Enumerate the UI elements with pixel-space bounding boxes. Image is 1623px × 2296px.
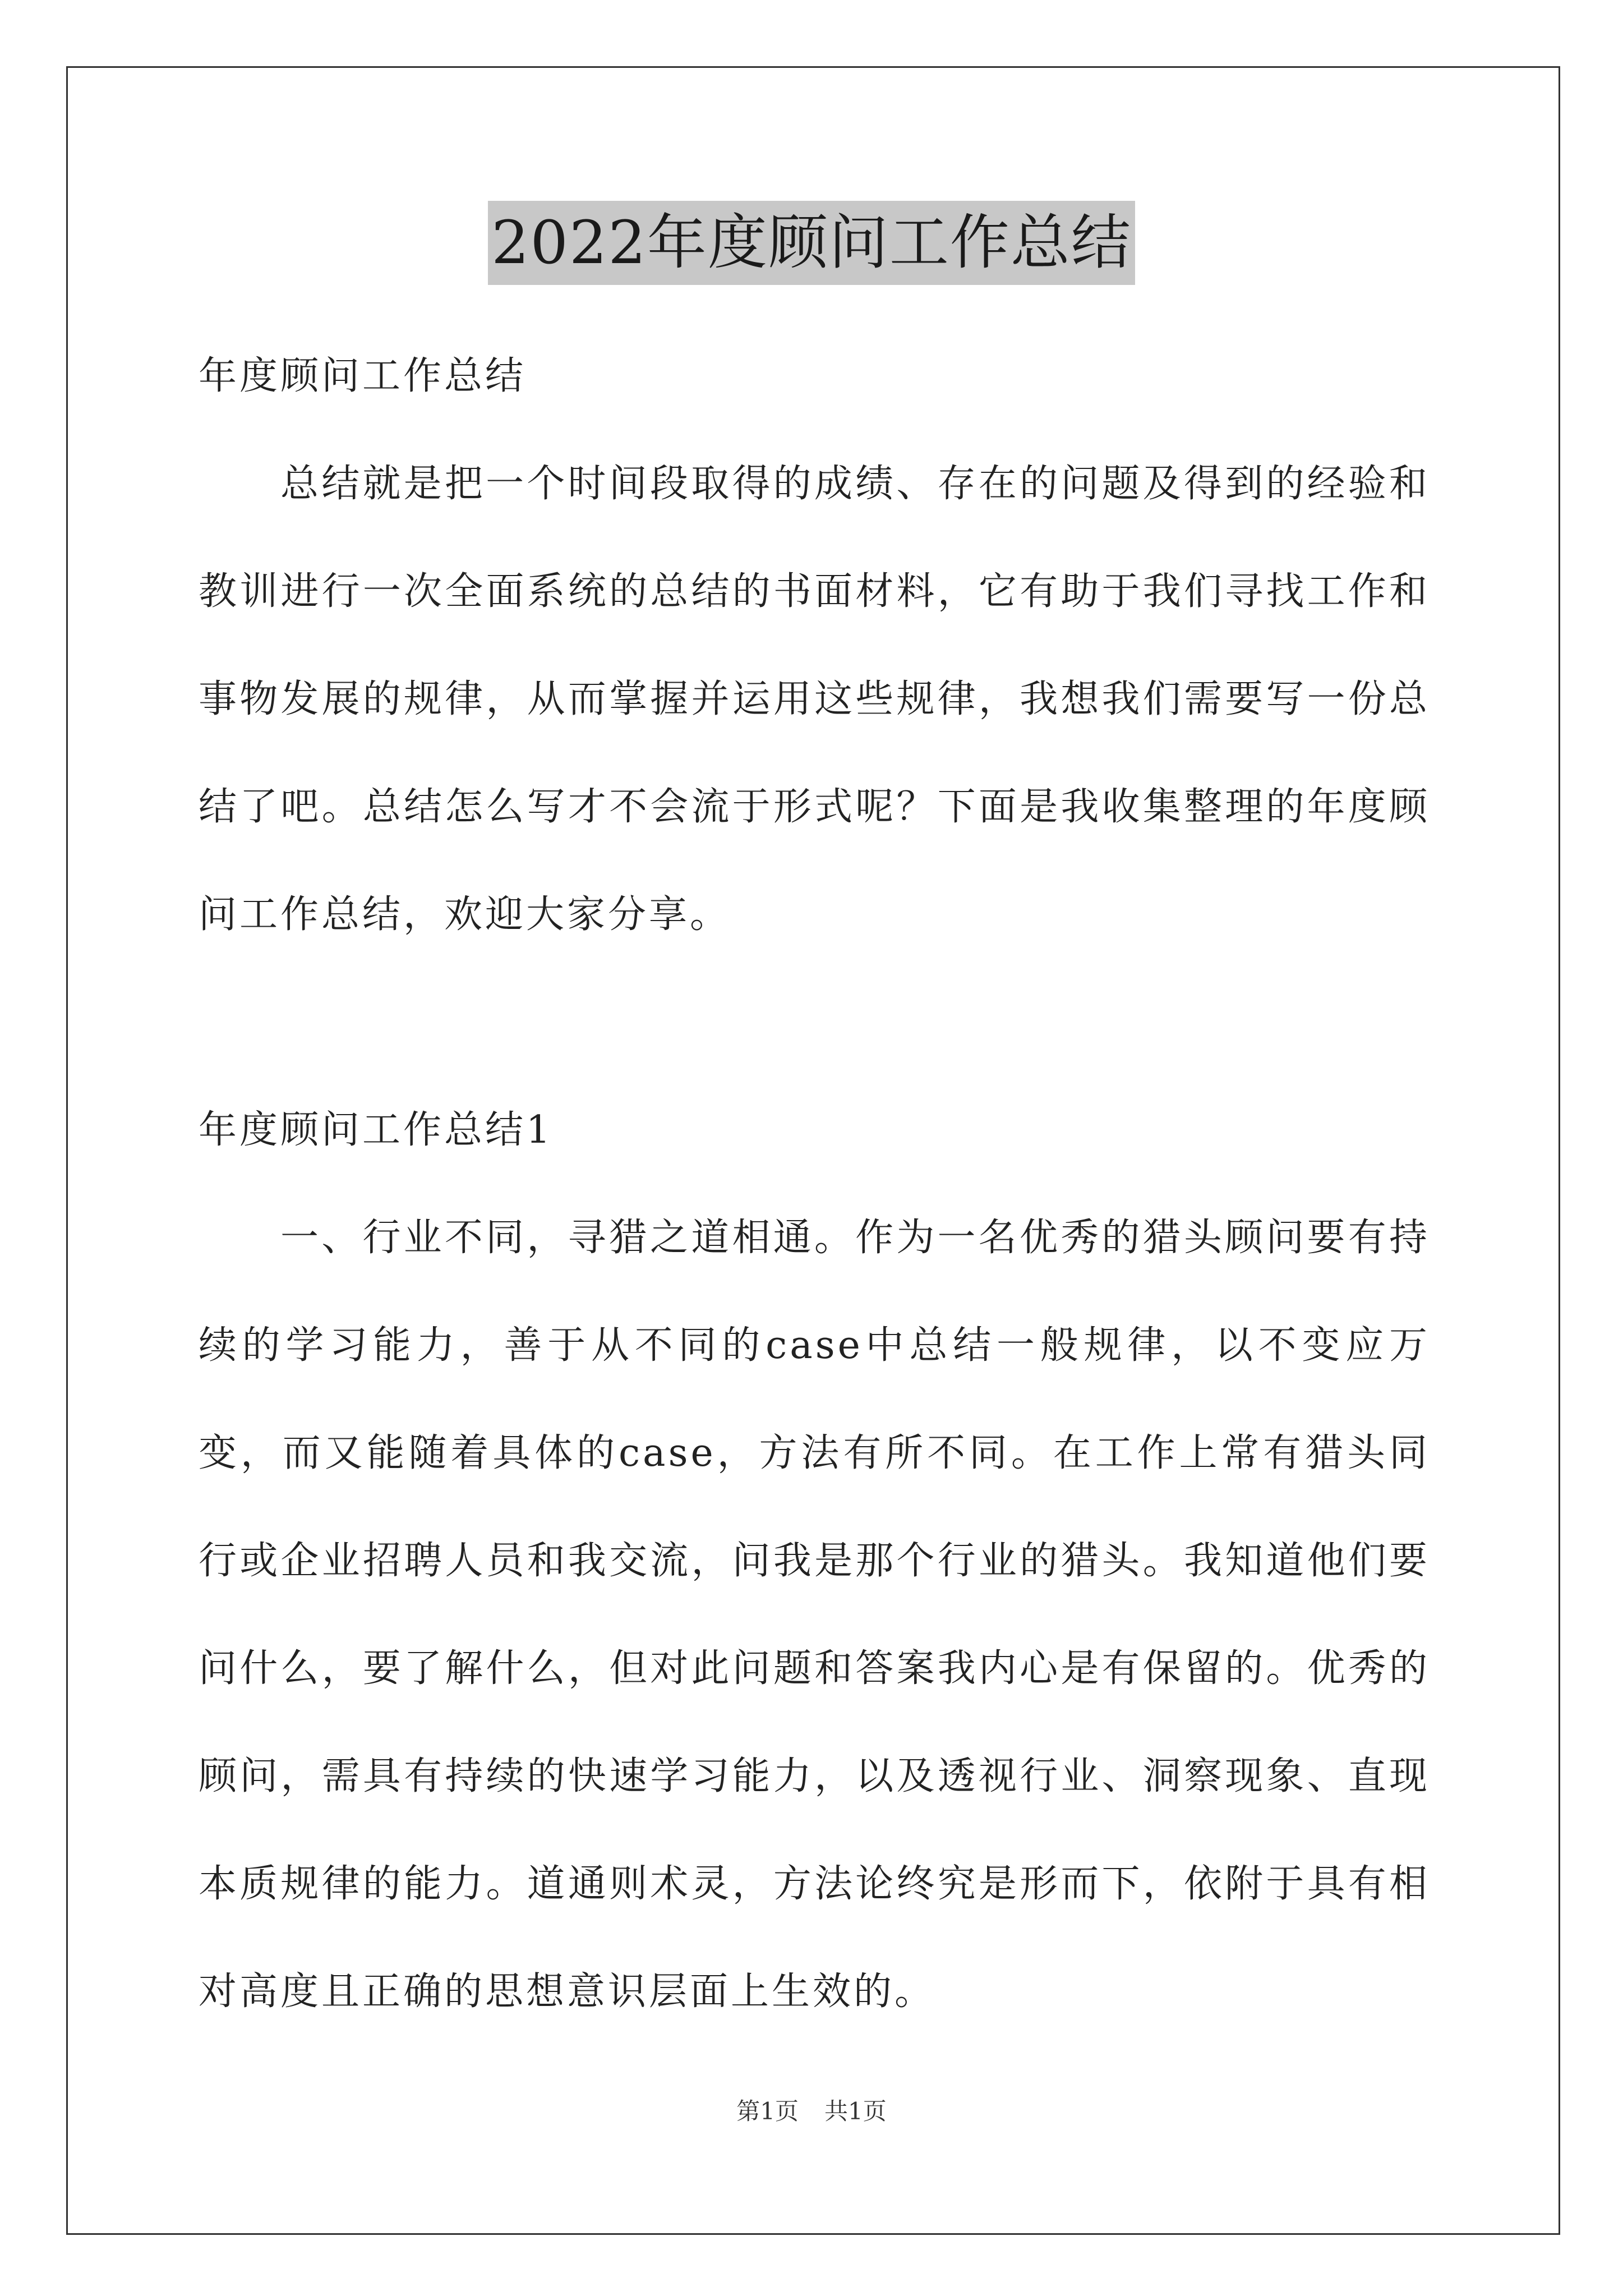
page-number: 第1页 <box>736 2097 799 2125</box>
section-heading: 年度顾问工作总结1 <box>199 1108 554 1152</box>
document-body <box>199 323 1430 2046</box>
page-count: 共1页 <box>824 2097 887 2125</box>
spacer <box>199 969 1430 1076</box>
title-container <box>0 201 1623 285</box>
document-subtitle: 年度顾问工作总结 <box>199 354 527 398</box>
document-title: 2022年度顾问工作总结 <box>488 201 1135 285</box>
intro-paragraph: 总结就是把一个时间段取得的成绩、存在的问题及得到的经验和教训进行一次全面系统的总结的书面材料，它有助于我们寻找工作和事物发展的规律，从而掌握并运用这些规律，我想我们需要写一份总结了吧。总结怎么写才不会流于形式呢？下面是我收集整理的年度顾问工作总结，欢迎大家分享。 <box>199 462 1430 937</box>
section-paragraph: 一、行业不同，寻猎之道相通。作为一名优秀的猎头顾问要有持续的学习能力，善于从不同的case中总结一般规律，以不变应万变，而又能随着具体的case，方法有所不同。在工作上常有猎头同行或企业招聘人员和我交流，问我是那个行业的猎头。我知道他们要问什么，要了解什么，但对此问题和答案我内心是有保留的。优秀的顾问，需具有持续的快速学习能力，以及透视行业、洞察现象、直现本质规律的能力。道通则术灵，方法论终究是形而下，依附于具有相对高度且正确的思想意识层面上生效的。 <box>199 1216 1431 2014</box>
page-footer <box>0 2095 1623 2128</box>
